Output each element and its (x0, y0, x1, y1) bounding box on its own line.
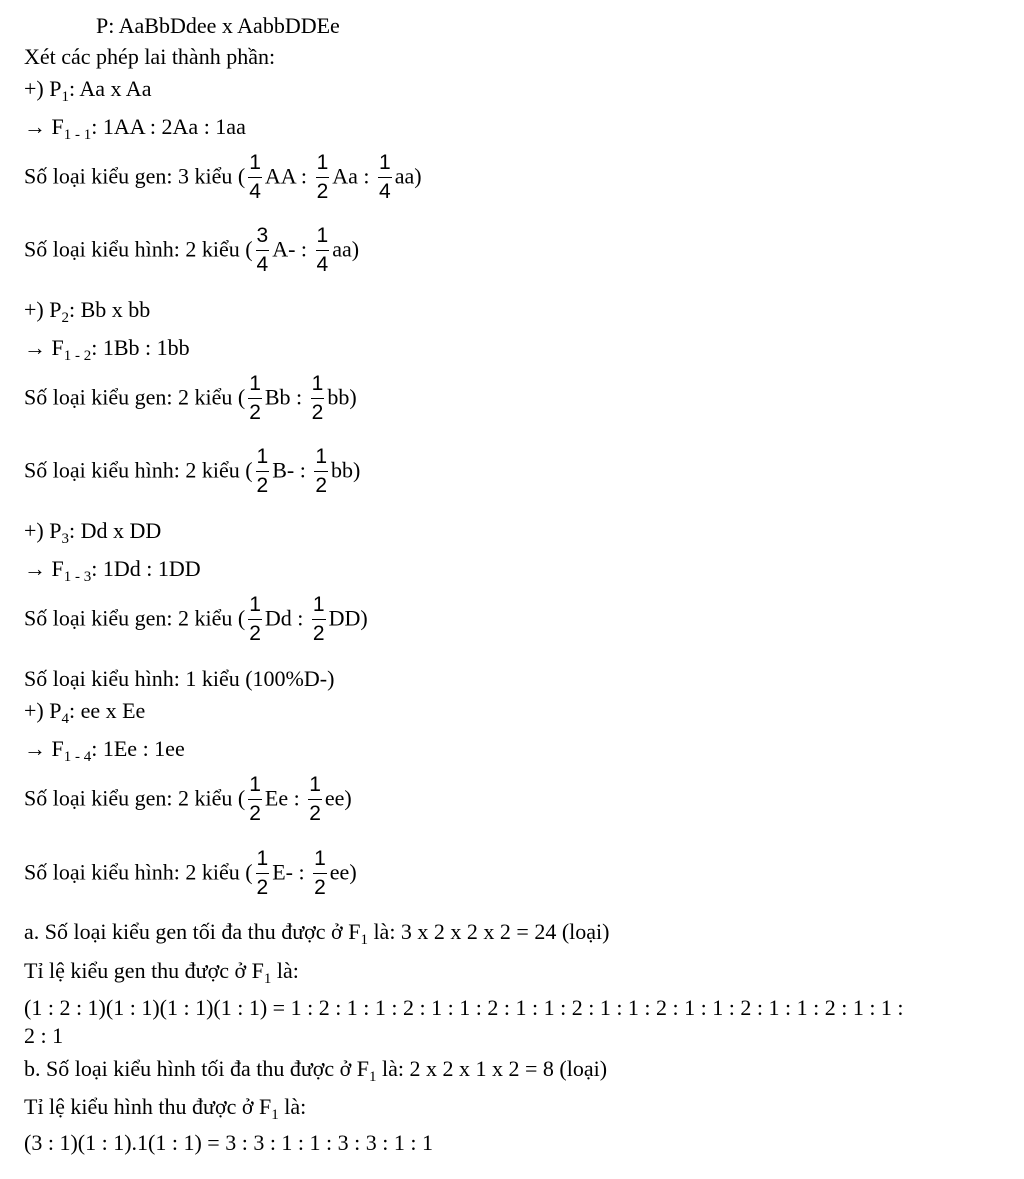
part-b-ratio-text: (3 : 1)(1 : 1).1(1 : 1) = 3 : 3 : 1 : 1 : 3 : 3 : 1 : 1 (24, 1130, 433, 1155)
term-label: A- : (272, 236, 308, 262)
f-sub: 1 (271, 1107, 279, 1123)
fraction-numerator: 1 (256, 443, 270, 472)
offspring-result: : 1AA : 2Aa : 1aa (91, 114, 246, 139)
phenotype-text: Số loại kiểu hình: 1 kiểu (100%D-) (24, 666, 335, 691)
cross-4-phenotype-line (24, 846, 357, 903)
parent-cross-text: P: AaBbDdee x AabbDDEe (96, 13, 340, 38)
cross-text: : Bb x bb (68, 297, 151, 322)
fraction-numerator: 1 (314, 443, 328, 472)
offspring-sub: 1 - 3 (63, 569, 92, 585)
term-label: ee) (329, 859, 357, 885)
cross-2-genotype-line (24, 371, 357, 428)
fraction (308, 771, 322, 828)
term-label: bb) (327, 384, 357, 410)
f-sub: 1 (263, 971, 272, 987)
offspring-result: : 1Dd : 1DD (91, 556, 201, 581)
fraction (248, 370, 262, 427)
offspring-sub: 1 - 1 (63, 127, 92, 143)
phenotype-label: Số loại kiểu hình: 2 kiểu ( (24, 457, 253, 483)
part-a-count-line (24, 918, 609, 946)
part-a-ratio-text: (1 : 2 : 1)(1 : 1)(1 : 1)(1 : 1) = 1 : 2 : 1 : 1 : 2 : 1 : 1 : 2 : 1 : 1 : 2 : 1 : 1 : 2 : 1 : 1 : 2 : 1 : 1 : 2 : 1 : 1 : (24, 995, 904, 1020)
fraction-numerator: 1 (248, 591, 262, 620)
term-label: AA : (264, 163, 308, 189)
cross-text: : Dd x DD (68, 518, 162, 543)
fraction-numerator: 1 (311, 370, 325, 399)
part-a-ratio-label: Tỉ lệ kiểu gen thu được ở F (24, 958, 264, 983)
part-b-ratio-label: Tỉ lệ kiểu hình thu được ở F (24, 1094, 272, 1119)
cross-4-offspring-line (24, 735, 185, 763)
fraction-denominator: 2 (249, 622, 261, 645)
fraction (316, 149, 330, 206)
cross-3-line (24, 517, 161, 545)
part-a-count-text: a. Số loại kiểu gen tối đa thu được ở F (24, 919, 361, 944)
fraction (248, 149, 262, 206)
fraction-numerator: 1 (313, 845, 327, 874)
cross-prefix: +) P (24, 76, 62, 101)
part-a-ratio-heading (24, 957, 299, 985)
f-sub: 1 (360, 932, 368, 948)
term-label: Bb : (264, 384, 303, 410)
cross-text: : ee x Ee (68, 698, 146, 723)
genotype-label: Số loại kiểu gen: 3 kiểu ( (24, 163, 246, 189)
cross-sub: 4 (61, 711, 69, 727)
cross-1-offspring-line (24, 113, 246, 141)
term-label: Dd : (264, 605, 304, 631)
fraction-denominator: 4 (316, 253, 329, 276)
part-b-count-result: là: 2 x 2 x 1 x 2 = 8 (loại) (376, 1056, 608, 1081)
cross-prefix: +) P (24, 698, 62, 723)
part-a-count-result: là: 3 x 2 x 2 x 2 = 24 (loại) (367, 919, 610, 944)
fraction-denominator: 2 (256, 876, 269, 899)
genotype-label: Số loại kiểu gen: 2 kiểu ( (24, 605, 246, 631)
cross-3-offspring-line (24, 555, 201, 583)
part-b-ratio-line (24, 1129, 433, 1157)
offspring-prefix: → F (24, 114, 64, 139)
phenotype-label: Số loại kiểu hình: 2 kiểu ( (24, 236, 253, 262)
offspring-sub: 1 - 4 (63, 749, 92, 765)
fraction-numerator: 1 (308, 771, 322, 800)
part-a-ratio-line-2 (24, 1022, 63, 1050)
fraction-denominator: 2 (309, 802, 321, 825)
fraction-numerator: 1 (316, 149, 330, 178)
cross-text: : Aa x Aa (68, 76, 152, 101)
fraction (248, 771, 262, 828)
cross-2-line (24, 296, 150, 324)
fraction-numerator: 1 (378, 149, 392, 178)
fraction-denominator: 2 (314, 876, 326, 899)
offspring-prefix: → F (24, 556, 64, 581)
cross-4-line (24, 697, 145, 725)
cross-1-genotype-line (24, 150, 422, 207)
fraction (314, 443, 328, 500)
term-label: aa) (332, 236, 360, 262)
offspring-sub: 1 - 2 (63, 348, 92, 364)
offspring-result: : 1Bb : 1bb (91, 335, 190, 360)
fraction-denominator: 2 (249, 802, 261, 825)
term-label: DD) (328, 605, 368, 631)
intro-line (24, 43, 275, 71)
cross-1-phenotype-line (24, 223, 359, 280)
fraction-numerator: 1 (316, 222, 330, 251)
fraction (316, 222, 330, 279)
offspring-prefix: → F (24, 335, 64, 360)
fraction-numerator: 1 (312, 591, 326, 620)
fraction-numerator: 1 (248, 370, 262, 399)
fraction (313, 845, 327, 902)
term-label: Ee : (264, 785, 300, 811)
genotype-label: Số loại kiểu gen: 2 kiểu ( (24, 384, 246, 410)
fraction-denominator: 2 (315, 474, 328, 497)
fraction-denominator: 2 (256, 474, 269, 497)
fraction (312, 591, 326, 648)
fraction-numerator: 1 (256, 845, 270, 874)
cross-2-offspring-line (24, 334, 190, 362)
fraction (256, 443, 270, 500)
intro-text: Xét các phép lai thành phần: (24, 44, 276, 69)
part-b-ratio-heading (24, 1093, 306, 1121)
phenotype-label: Số loại kiểu hình: 2 kiểu ( (24, 859, 253, 885)
part-b-count-line (24, 1055, 607, 1083)
genotype-label: Số loại kiểu gen: 2 kiểu ( (24, 785, 246, 811)
cross-3-phenotype-line (24, 665, 334, 693)
fraction-denominator: 2 (249, 401, 261, 424)
fraction-denominator: 2 (311, 401, 324, 424)
fraction-numerator: 1 (248, 149, 262, 178)
fraction-denominator: 2 (312, 622, 325, 645)
fraction-numerator: 1 (248, 771, 262, 800)
term-label: aa) (394, 163, 422, 189)
term-label: Aa : (332, 163, 370, 189)
parent-cross-line (96, 12, 340, 40)
part-a-ratio-line-1 (24, 994, 904, 1022)
term-label: bb) (331, 457, 361, 483)
part-b-count-text: b. Số loại kiểu hình tối đa thu được ở F (24, 1056, 370, 1081)
cross-prefix: +) P (24, 297, 62, 322)
cross-sub: 1 (61, 89, 69, 105)
fraction (256, 845, 270, 902)
term-label: ee) (324, 785, 352, 811)
cross-4-genotype-line (24, 772, 352, 829)
offspring-prefix: → F (24, 736, 64, 761)
fraction-denominator: 4 (249, 180, 261, 203)
part-b-ratio-label-end: là: (278, 1094, 307, 1119)
fraction-denominator: 4 (256, 253, 269, 276)
cross-sub: 2 (61, 310, 69, 326)
part-a-ratio-label-end: là: (271, 958, 299, 983)
fraction (256, 222, 270, 279)
fraction (378, 149, 392, 206)
offspring-result: : 1Ee : 1ee (91, 736, 185, 761)
cross-1-line (24, 75, 151, 103)
fraction (248, 591, 262, 648)
fraction-denominator: 4 (379, 180, 391, 203)
cross-3-genotype-line (24, 592, 368, 649)
term-label: B- : (272, 457, 306, 483)
cross-prefix: +) P (24, 518, 62, 543)
term-label: E- : (272, 859, 305, 885)
cross-2-phenotype-line (24, 444, 360, 501)
cross-sub: 3 (61, 531, 69, 547)
part-a-ratio-text-cont: 2 : 1 (24, 1023, 64, 1048)
fraction-denominator: 2 (316, 180, 329, 203)
fraction (311, 370, 325, 427)
f-sub: 1 (369, 1069, 377, 1085)
fraction-numerator: 3 (256, 222, 270, 251)
